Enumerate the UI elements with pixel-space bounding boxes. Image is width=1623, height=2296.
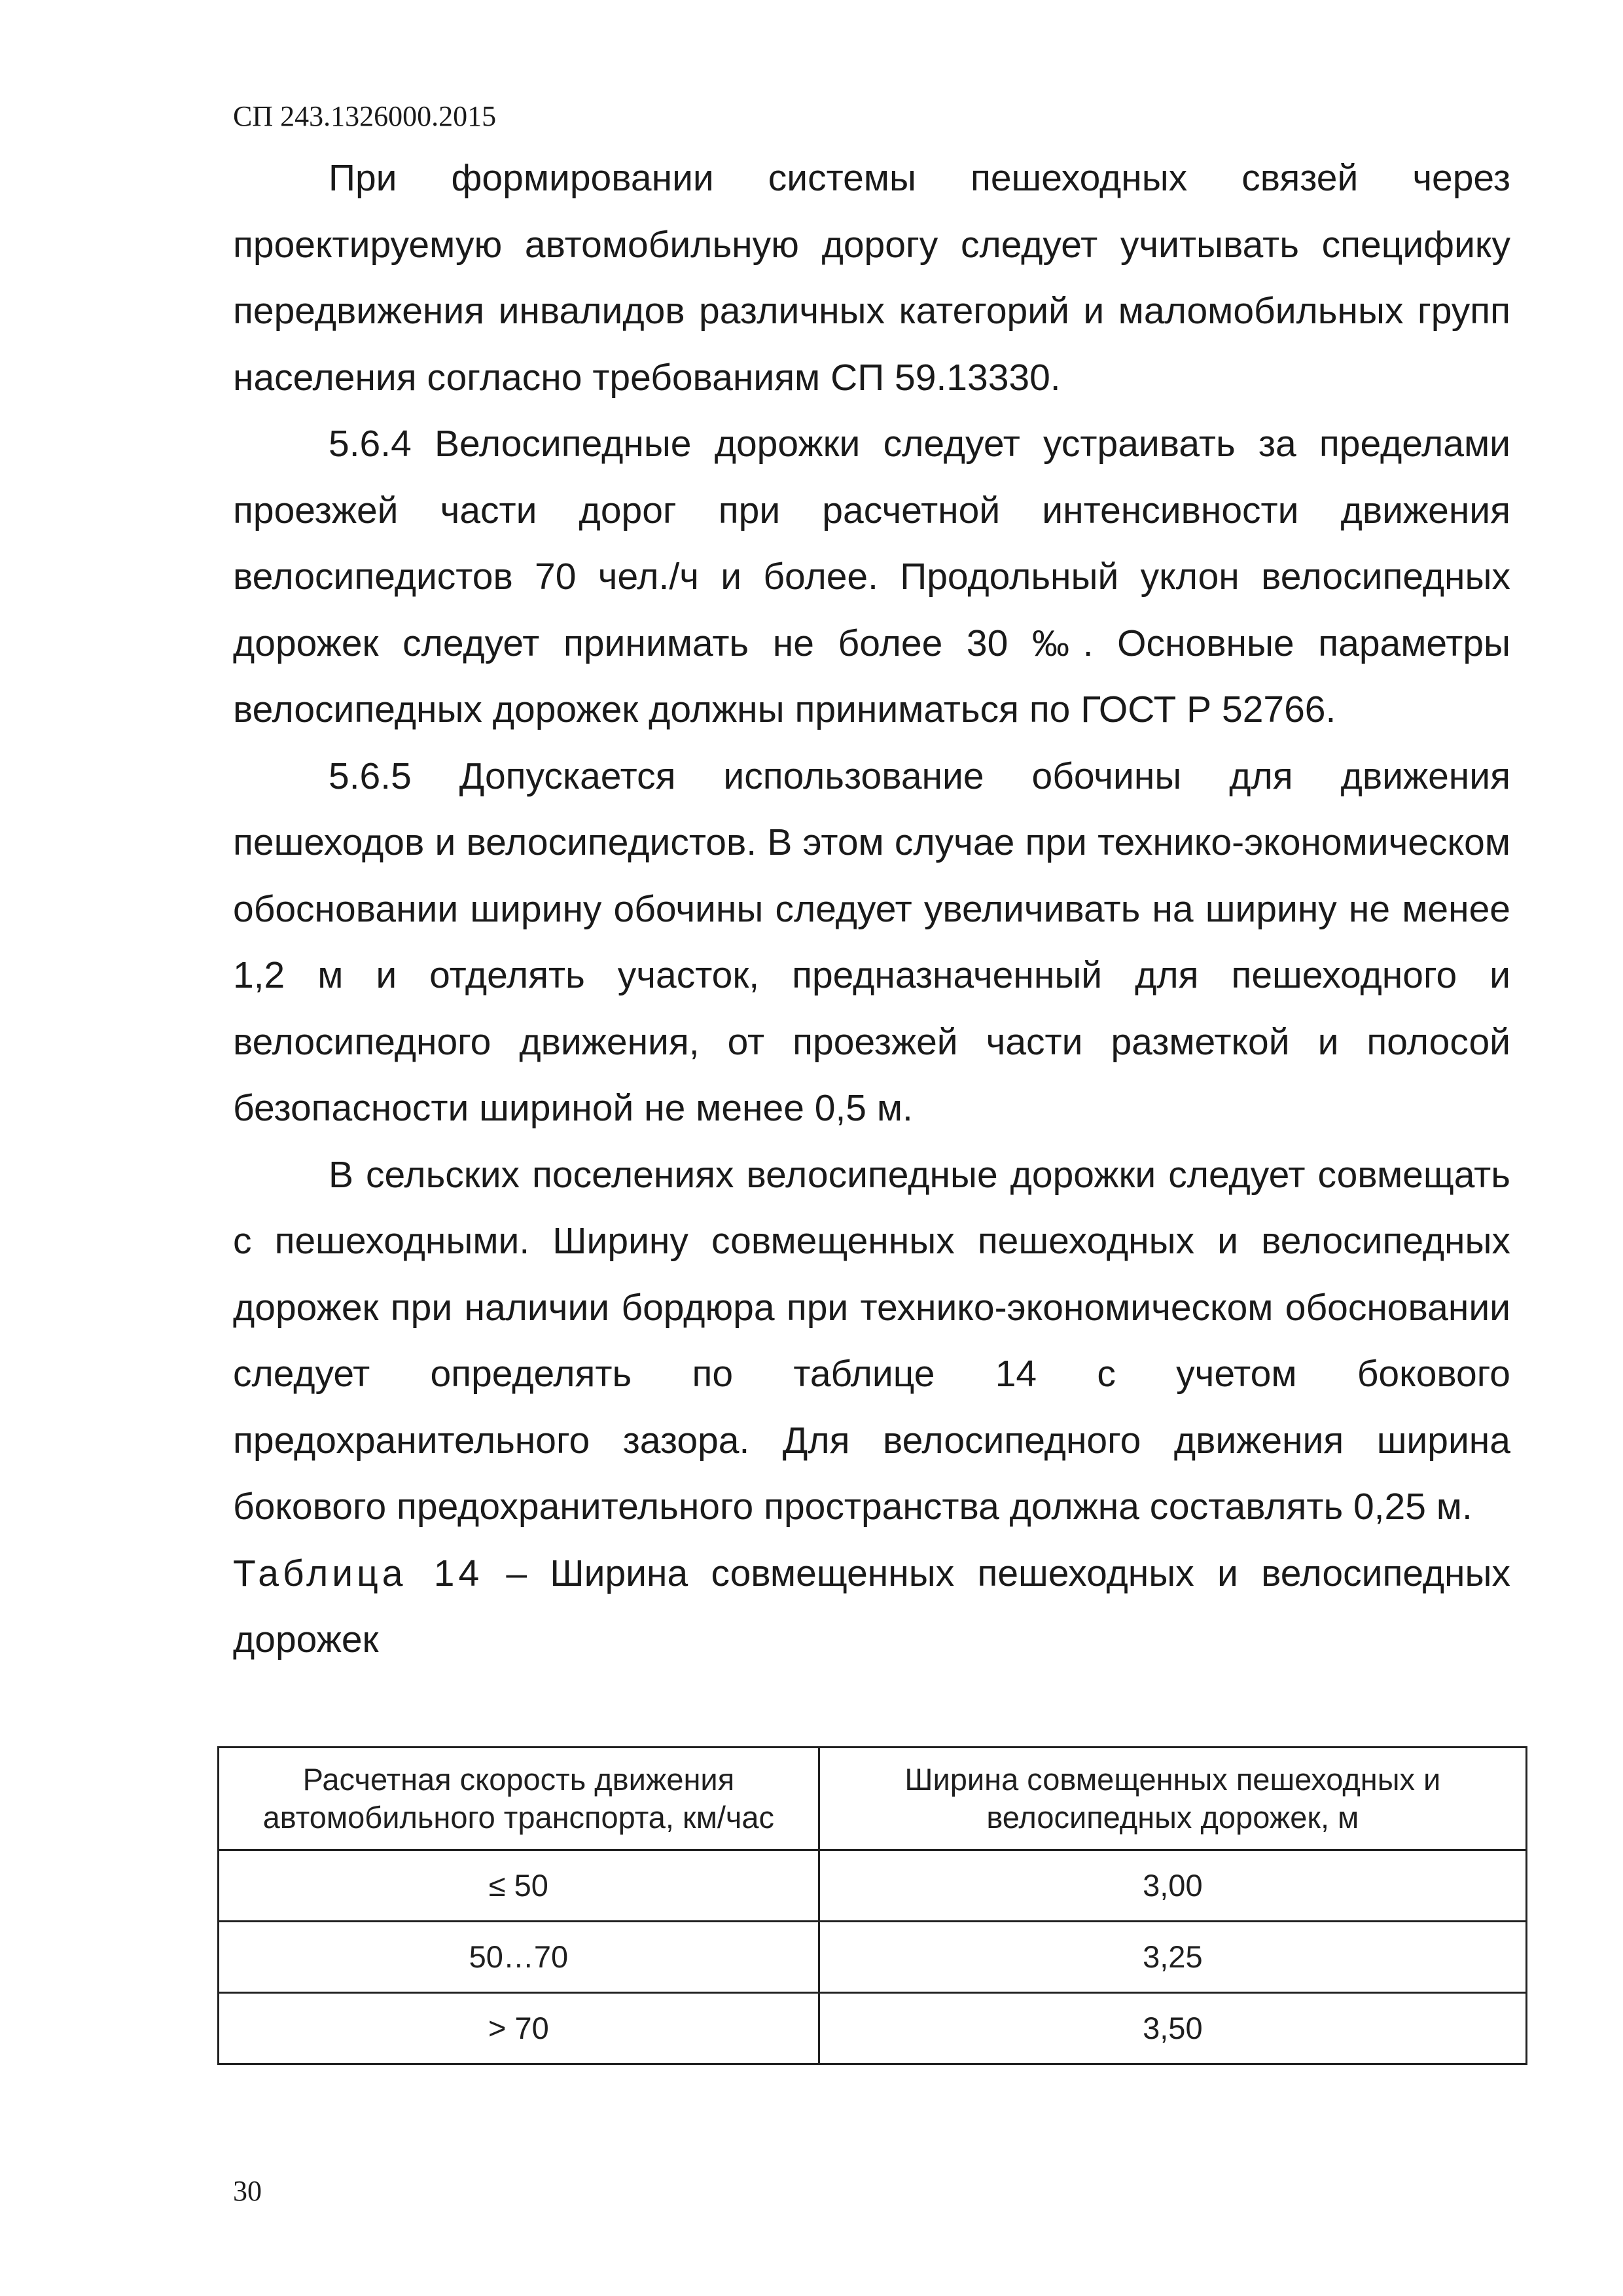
width-table	[217, 1746, 1527, 2065]
header-width: Ширина совмещенных пешеходных и велосипедных дорожек, м	[819, 1748, 1526, 1850]
table-caption-label: Таблица 14	[233, 1552, 484, 1594]
cell-width: 3,00	[819, 1850, 1526, 1922]
cell-width: 3,50	[819, 1993, 1526, 2064]
table-caption-text: – Ширина совмещенных пешеходных и велосипедных дорожек	[233, 1552, 1510, 1660]
paragraph-rural-settlements: В сельских поселениях велосипедные дорожки следует совмещать с пешеходными. Ширину совмещенных пешеходных и велосипедных дорожек при наличии бордюра при технико-экономическом обосновании следует определять по таблице 14 с учетом бокового предохранительного зазора. Для велосипедного движения ширина бокового предохранительного пространства должна составлять 0,25 м.	[233, 1153, 1510, 1528]
cell-speed: ≤ 50	[219, 1850, 819, 1922]
cell-width: 3,25	[819, 1922, 1526, 1993]
cell-speed: > 70	[219, 1993, 819, 2064]
paragraph-5-6-5: 5.6.5 Допускается использование обочины для движения пешеходов и велосипедистов. В этом случае при технико-экономическом обосновании ширину обочины следует увеличивать на ширину не менее 1,2 м и отделять участок, предназначенный для пешеходного и велосипедного движения, от проезжей части разметкой и полосой безопасности шириной не менее 0,5 м.	[233, 755, 1510, 1129]
table-row	[219, 1922, 1527, 1993]
document-code: СП 243.1326000.2015	[233, 100, 497, 132]
header-speed: Расчетная скорость движения автомобильного транспорта, км/час	[219, 1748, 819, 1850]
table-row	[219, 1993, 1527, 2064]
body-text	[233, 145, 1510, 1674]
cell-speed: 50…70	[219, 1922, 819, 1993]
table-caption	[233, 1541, 1510, 1674]
table-header-row	[219, 1748, 1527, 1850]
paragraph-pedestrian-links: При формировании системы пешеходных связей через проектируемую автомобильную дорогу следует учитывать специфику передвижения инвалидов различных категорий и маломобильных групп населения согласно требованиям СП 59.13330.	[233, 157, 1510, 399]
table-row	[219, 1850, 1527, 1922]
paragraph-5-6-4: 5.6.4 Велосипедные дорожки следует устраивать за пределами проезжей части дорог при расчетной интенсивности движения велосипедистов 70 чел./ч и более. Продольный уклон велосипедных дорожек следует принимать не более 30 ‰. Основные параметры велосипедных дорожек должны приниматься по ГОСТ Р 52766.	[233, 423, 1510, 730]
page-number: 30	[233, 2175, 262, 2207]
